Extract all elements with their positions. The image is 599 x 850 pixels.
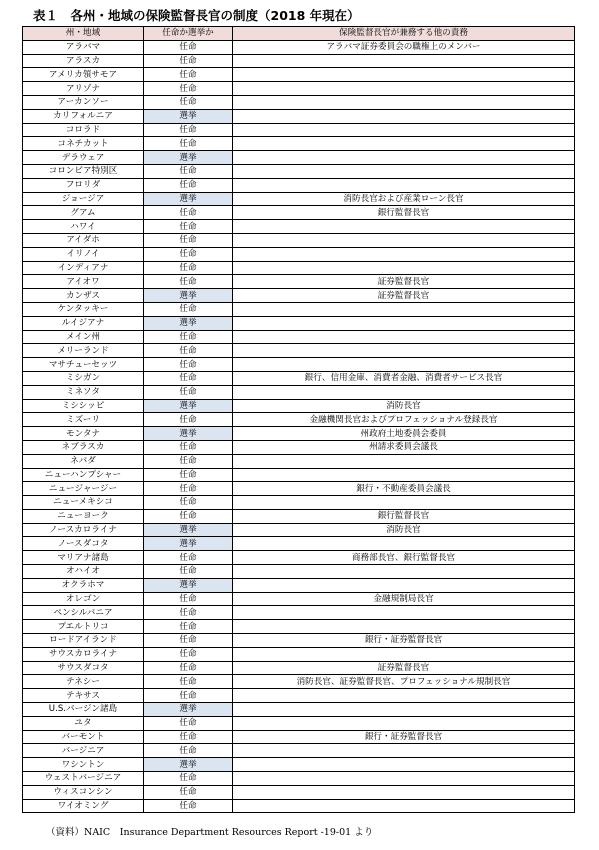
cell-state: ルイジアナ — [23, 316, 144, 330]
cell-method: 任命 — [144, 233, 233, 247]
cell-state: グアム — [23, 206, 144, 220]
cell-duties: 消防長官 — [233, 399, 575, 413]
table-row — [23, 634, 575, 648]
table-row — [23, 482, 575, 496]
table-row — [23, 689, 575, 703]
cell-duties — [233, 151, 575, 165]
cell-state: オレゴン — [23, 592, 144, 606]
cell-state: マサチューセッツ — [23, 358, 144, 372]
cell-state: バージニア — [23, 744, 144, 758]
cell-duties — [233, 247, 575, 261]
cell-duties — [233, 220, 575, 234]
cell-duties — [233, 578, 575, 592]
table-row — [23, 537, 575, 551]
cell-state: オハイオ — [23, 565, 144, 579]
cell-duties — [233, 537, 575, 551]
table-row — [23, 647, 575, 661]
table-row — [23, 565, 575, 579]
cell-state: ニューメキシコ — [23, 496, 144, 510]
table-title: 表１ 各州・地域の保険監督長官の制度（2018 年現在） — [33, 8, 360, 23]
cell-state: アメリカ領サモア — [23, 68, 144, 82]
cell-method: 選挙 — [144, 537, 233, 551]
cell-method: 任命 — [144, 440, 233, 454]
table-row — [23, 330, 575, 344]
cell-duties — [233, 330, 575, 344]
cell-method: 任命 — [144, 123, 233, 137]
cell-duties: 証券監督長官 — [233, 661, 575, 675]
cell-method: 任命 — [144, 206, 233, 220]
cell-method: 選挙 — [144, 758, 233, 772]
cell-state: ユタ — [23, 716, 144, 730]
table-row — [23, 289, 575, 303]
cell-state: モンタナ — [23, 427, 144, 441]
cell-method: 選挙 — [144, 703, 233, 717]
cell-method: 任命 — [144, 689, 233, 703]
table-row — [23, 413, 575, 427]
table-row — [23, 385, 575, 399]
cell-method: 選挙 — [144, 316, 233, 330]
cell-state: ネブラスカ — [23, 440, 144, 454]
header-method: 任命か選挙か — [144, 27, 233, 41]
cell-method: 選挙 — [144, 289, 233, 303]
cell-method: 任命 — [144, 799, 233, 813]
cell-duties — [233, 565, 575, 579]
cell-method: 選挙 — [144, 109, 233, 123]
cell-state: ケンタッキー — [23, 302, 144, 316]
cell-method: 任命 — [144, 606, 233, 620]
cell-method: 任命 — [144, 178, 233, 192]
cell-state: ネバダ — [23, 454, 144, 468]
table-row — [23, 247, 575, 261]
cell-method: 選挙 — [144, 523, 233, 537]
cell-state: ノースダコタ — [23, 537, 144, 551]
cell-state: イリノイ — [23, 247, 144, 261]
header-state: 州・地域 — [23, 27, 144, 41]
cell-method: 任命 — [144, 647, 233, 661]
cell-state: アイオワ — [23, 275, 144, 289]
table-row — [23, 164, 575, 178]
cell-state: コロラド — [23, 123, 144, 137]
table-row — [23, 344, 575, 358]
cell-state: フロリダ — [23, 178, 144, 192]
cell-duties: 金融規制局長官 — [233, 592, 575, 606]
cell-duties: 商務部長官、銀行監督長官 — [233, 551, 575, 565]
cell-method: 任命 — [144, 620, 233, 634]
cell-state: ミネソタ — [23, 385, 144, 399]
cell-state: ミシシッピ — [23, 399, 144, 413]
table-row — [23, 468, 575, 482]
cell-duties — [233, 758, 575, 772]
table-row — [23, 440, 575, 454]
cell-method: 任命 — [144, 358, 233, 372]
table-row — [23, 137, 575, 151]
cell-duties: 銀行監督長官 — [233, 509, 575, 523]
cell-duties — [233, 799, 575, 813]
cell-duties: 銀行・証券監督長官 — [233, 730, 575, 744]
cell-state: デラウェア — [23, 151, 144, 165]
cell-duties: 金融機関長官およびプロフェッショナル登録長官 — [233, 413, 575, 427]
cell-state: バーモント — [23, 730, 144, 744]
cell-state: ノースカロライナ — [23, 523, 144, 537]
table-row — [23, 123, 575, 137]
cell-state: ウェストバージニア — [23, 772, 144, 786]
cell-state: サウスダコタ — [23, 661, 144, 675]
cell-method: 任命 — [144, 551, 233, 565]
cell-duties: 銀行監督長官 — [233, 206, 575, 220]
cell-duties — [233, 95, 575, 109]
cell-method: 任命 — [144, 592, 233, 606]
table-row — [23, 772, 575, 786]
cell-duties — [233, 606, 575, 620]
cell-state: アリゾナ — [23, 82, 144, 96]
cell-method: 任命 — [144, 302, 233, 316]
table-row — [23, 744, 575, 758]
cell-duties: 銀行・不動産委員会議長 — [233, 482, 575, 496]
cell-state: アラバマ — [23, 40, 144, 54]
cell-method: 任命 — [144, 220, 233, 234]
cell-state: コネチカット — [23, 137, 144, 151]
cell-duties: 銀行・証券監督長官 — [233, 634, 575, 648]
table-row — [23, 261, 575, 275]
cell-state: テネシー — [23, 675, 144, 689]
cell-state: ミズーリ — [23, 413, 144, 427]
commissioner-table — [22, 26, 575, 813]
header-duties: 保険監督長官が兼務する他の責務 — [233, 27, 575, 41]
cell-method: 選挙 — [144, 578, 233, 592]
cell-method: 選挙 — [144, 399, 233, 413]
table-row — [23, 606, 575, 620]
cell-duties — [233, 703, 575, 717]
cell-method: 任命 — [144, 54, 233, 68]
cell-state: メリーランド — [23, 344, 144, 358]
cell-method: 任命 — [144, 634, 233, 648]
cell-duties — [233, 68, 575, 82]
cell-duties — [233, 261, 575, 275]
cell-method: 任命 — [144, 330, 233, 344]
cell-duties — [233, 164, 575, 178]
cell-method: 任命 — [144, 744, 233, 758]
table-row — [23, 109, 575, 123]
table-row — [23, 799, 575, 813]
table-row — [23, 496, 575, 510]
table-row — [23, 302, 575, 316]
cell-method: 選挙 — [144, 192, 233, 206]
cell-method: 任命 — [144, 661, 233, 675]
cell-state: カリフォルニア — [23, 109, 144, 123]
cell-duties — [233, 344, 575, 358]
cell-duties — [233, 496, 575, 510]
cell-state: サウスカロライナ — [23, 647, 144, 661]
table-row — [23, 509, 575, 523]
cell-method: 任命 — [144, 509, 233, 523]
cell-duties — [233, 302, 575, 316]
table-row — [23, 151, 575, 165]
cell-duties — [233, 109, 575, 123]
table-row — [23, 206, 575, 220]
cell-duties: 消防長官および産業ローン長官 — [233, 192, 575, 206]
table-row — [23, 220, 575, 234]
cell-duties — [233, 137, 575, 151]
table-header-row — [23, 27, 575, 41]
cell-duties: 証券監督長官 — [233, 275, 575, 289]
cell-method: 任命 — [144, 730, 233, 744]
cell-duties: 消防長官、証券監督長官、プロフェッショナル規制長官 — [233, 675, 575, 689]
cell-state: ジョージア — [23, 192, 144, 206]
table-row — [23, 523, 575, 537]
table-row — [23, 785, 575, 799]
table-row — [23, 427, 575, 441]
table-row — [23, 578, 575, 592]
table-row — [23, 178, 575, 192]
cell-duties — [233, 54, 575, 68]
cell-duties: 証券監督長官 — [233, 289, 575, 303]
table-row — [23, 730, 575, 744]
cell-duties — [233, 689, 575, 703]
table-row — [23, 703, 575, 717]
table-row — [23, 758, 575, 772]
table-row — [23, 592, 575, 606]
cell-duties — [233, 647, 575, 661]
cell-state: ニューハンプシャー — [23, 468, 144, 482]
table-row — [23, 40, 575, 54]
cell-method: 選挙 — [144, 427, 233, 441]
cell-duties: 州請求委員会議長 — [233, 440, 575, 454]
cell-duties — [233, 233, 575, 247]
cell-method: 任命 — [144, 164, 233, 178]
table-row — [23, 233, 575, 247]
cell-state: ワシントン — [23, 758, 144, 772]
cell-state: ウィスコンシン — [23, 785, 144, 799]
table-row — [23, 358, 575, 372]
table-row — [23, 275, 575, 289]
cell-state: オクラホマ — [23, 578, 144, 592]
table-row — [23, 54, 575, 68]
table-row — [23, 716, 575, 730]
cell-method: 任命 — [144, 413, 233, 427]
cell-state: ペンシルバニア — [23, 606, 144, 620]
cell-method: 任命 — [144, 565, 233, 579]
cell-method: 任命 — [144, 344, 233, 358]
cell-method: 任命 — [144, 137, 233, 151]
table-row — [23, 316, 575, 330]
cell-method: 任命 — [144, 675, 233, 689]
table-row — [23, 82, 575, 96]
cell-method: 任命 — [144, 454, 233, 468]
cell-duties — [233, 716, 575, 730]
cell-duties — [233, 316, 575, 330]
cell-method: 任命 — [144, 482, 233, 496]
cell-method: 任命 — [144, 385, 233, 399]
cell-duties — [233, 454, 575, 468]
cell-duties — [233, 178, 575, 192]
cell-method: 任命 — [144, 247, 233, 261]
cell-method: 任命 — [144, 40, 233, 54]
cell-duties: 銀行、信用金庫、消費者金融、消費者サービス長官 — [233, 371, 575, 385]
cell-state: ハワイ — [23, 220, 144, 234]
cell-state: ミシガン — [23, 371, 144, 385]
cell-state: U.S.バージン諸島 — [23, 703, 144, 717]
cell-state: アイダホ — [23, 233, 144, 247]
cell-duties — [233, 620, 575, 634]
cell-duties — [233, 82, 575, 96]
cell-state: プエルトリコ — [23, 620, 144, 634]
cell-duties — [233, 358, 575, 372]
table-row — [23, 68, 575, 82]
cell-duties — [233, 123, 575, 137]
cell-state: ニューヨーク — [23, 509, 144, 523]
cell-state: アラスカ — [23, 54, 144, 68]
table-row — [23, 454, 575, 468]
cell-state: ロードアイランド — [23, 634, 144, 648]
source-note: （資料）NAIC Insurance Department Resources Report -19-01 より — [46, 827, 374, 838]
cell-state: ニュージャージー — [23, 482, 144, 496]
cell-state: カンザス — [23, 289, 144, 303]
table-row — [23, 399, 575, 413]
table-row — [23, 661, 575, 675]
cell-method: 任命 — [144, 785, 233, 799]
table-row — [23, 371, 575, 385]
cell-method: 任命 — [144, 716, 233, 730]
cell-duties: 州政府土地委員会委員 — [233, 427, 575, 441]
cell-state: マリアナ諸島 — [23, 551, 144, 565]
cell-method: 任命 — [144, 468, 233, 482]
cell-method: 任命 — [144, 772, 233, 786]
cell-duties — [233, 772, 575, 786]
cell-method: 選挙 — [144, 151, 233, 165]
table-row — [23, 675, 575, 689]
cell-duties — [233, 385, 575, 399]
table-row — [23, 551, 575, 565]
cell-method: 任命 — [144, 82, 233, 96]
cell-state: アーカンソー — [23, 95, 144, 109]
cell-method: 任命 — [144, 68, 233, 82]
table-row — [23, 620, 575, 634]
cell-duties — [233, 744, 575, 758]
cell-state: ワイオミング — [23, 799, 144, 813]
cell-duties — [233, 785, 575, 799]
cell-duties: アラバマ証券委員会の職権上のメンバー — [233, 40, 575, 54]
table-row — [23, 95, 575, 109]
table-body — [23, 40, 575, 813]
cell-duties: 消防長官 — [233, 523, 575, 537]
table-row — [23, 192, 575, 206]
cell-method: 任命 — [144, 261, 233, 275]
cell-method: 任命 — [144, 95, 233, 109]
cell-state: インディアナ — [23, 261, 144, 275]
cell-duties — [233, 468, 575, 482]
cell-state: コロンビア特別区 — [23, 164, 144, 178]
cell-method: 任命 — [144, 371, 233, 385]
cell-method: 任命 — [144, 275, 233, 289]
cell-state: メイン州 — [23, 330, 144, 344]
cell-method: 任命 — [144, 496, 233, 510]
cell-state: テキサス — [23, 689, 144, 703]
